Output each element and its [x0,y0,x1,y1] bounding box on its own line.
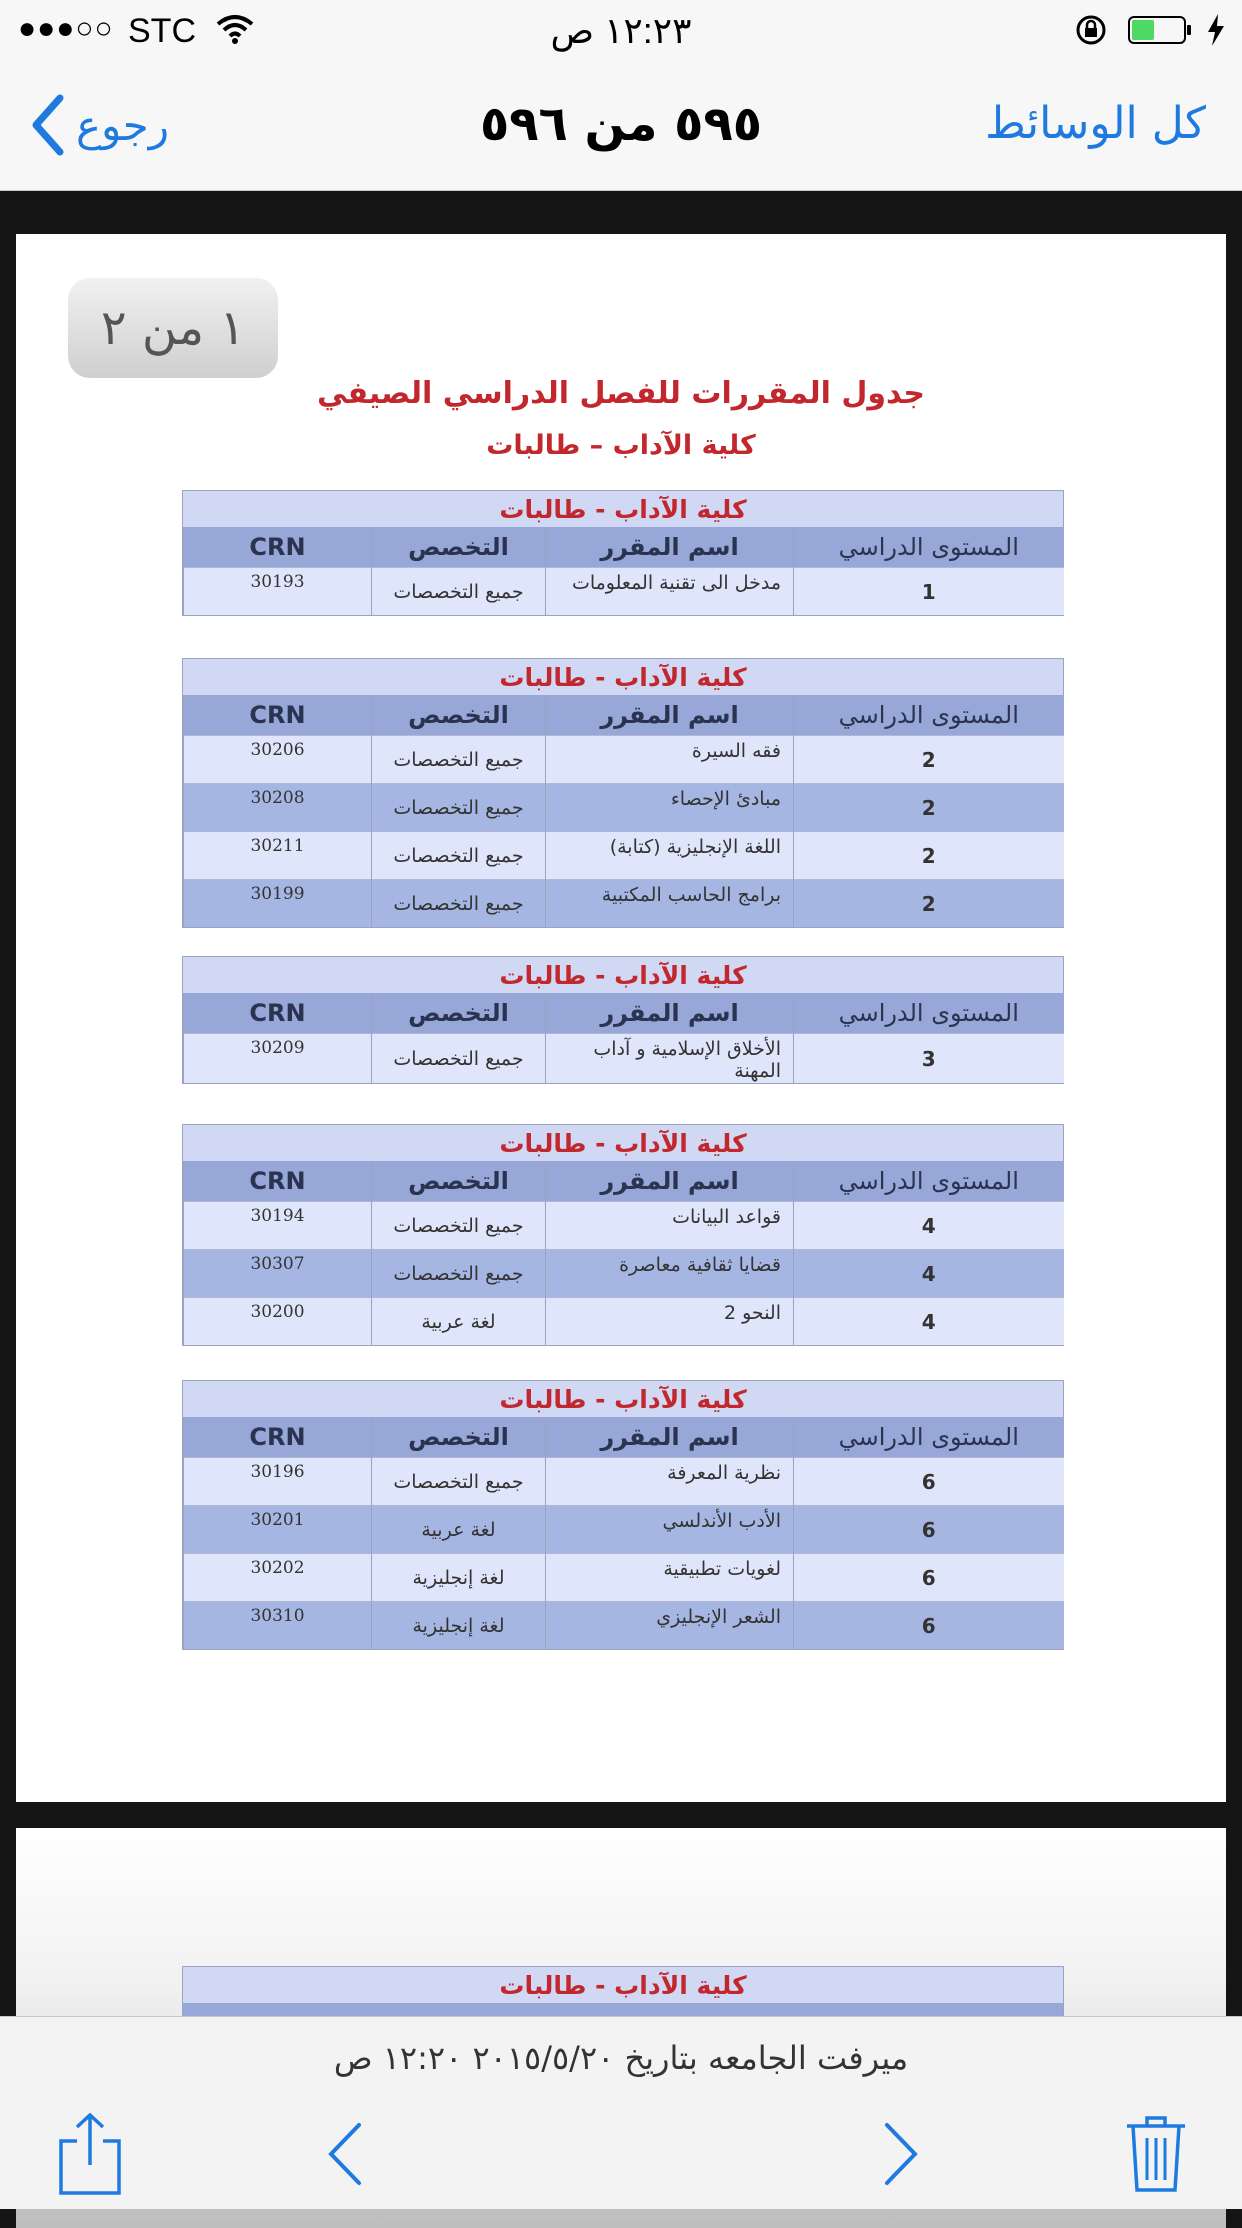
header-course: اسم المقرر [546,1161,794,1202]
cell-level: 2 [794,880,1064,928]
header-major: التخصص [372,527,546,568]
cell-course: الأدب الأندلسي [546,1506,794,1554]
next-button[interactable] [856,2109,946,2199]
chevron-left-icon [323,2119,367,2189]
table-row [184,1602,1064,1650]
cell-level: 6 [794,1602,1064,1650]
page-title: ٥٩٥ من ٥٩٦ [479,96,763,152]
cell-course: برامج الحاسب المكتبية [546,880,794,928]
cell-level: 4 [794,1202,1064,1250]
media-caption: ميرفت الجامعه بتاريخ ٢٠١٥/٥/٢٠ ١٢:٢٠ ص [333,2039,909,2077]
cell-major: لغة إنجليزية [372,1602,546,1650]
cell-level: 2 [794,736,1064,784]
header-course: اسم المقرر [546,993,794,1034]
table-caption: كلية الآداب - طالبات [183,659,1063,695]
table-header-row [184,1161,1064,1202]
table-caption: كلية الآداب - طالبات [183,1381,1063,1417]
table-header-row [184,695,1064,736]
cell-level: 1 [794,568,1064,616]
cell-major: جميع التخصصات [372,832,546,880]
header-major: التخصص [372,993,546,1034]
back-label: رجوع [76,100,170,150]
cell-major: لغة عربية [372,1506,546,1554]
table-row [184,568,1064,616]
bottom-toolbar [0,2016,1242,2209]
header-major: التخصص [372,1417,546,1458]
cell-level: 2 [794,832,1064,880]
cell-course: مدخل الى تقنية المعلومات [546,568,794,616]
signal-strength: ●●●○○ [18,12,114,45]
table-row [184,832,1064,880]
header-crn: CRN [184,695,372,736]
delete-button[interactable] [1106,2109,1206,2199]
cell-level: 4 [794,1250,1064,1298]
table-header-row [184,1417,1064,1458]
cell-course: اللغة الإنجليزية (كتابة) [546,832,794,880]
table-row [184,1298,1064,1346]
page-number-badge: ١ من ٢ [68,278,278,378]
previous-button[interactable] [300,2109,390,2199]
cell-major: جميع التخصصات [372,1034,546,1084]
cell-level: 6 [794,1506,1064,1554]
header-level: المستوى الدراسي [794,695,1064,736]
cell-course: الأخلاق الإسلامية و آداب المهنة [546,1034,794,1084]
course-table [182,490,1064,616]
cell-course: لغويات تطبيقية [546,1554,794,1602]
cell-crn: 30194 [184,1202,372,1250]
table-row [184,1034,1064,1084]
chevron-right-icon [879,2119,923,2189]
cell-course: قواعد البيانات [546,1202,794,1250]
cell-major: جميع التخصصات [372,784,546,832]
cell-level: 2 [794,784,1064,832]
cell-major: جميع التخصصات [372,1458,546,1506]
header-crn: CRN [184,993,372,1034]
share-button[interactable] [40,2109,140,2199]
header-crn: CRN [184,1161,372,1202]
cell-major: لغة إنجليزية [372,1554,546,1602]
header-crn: CRN [184,1417,372,1458]
table-row [184,736,1064,784]
document-subtitle: كلية الآداب – طالبات [486,430,756,461]
table-row [184,880,1064,928]
cell-crn: 30208 [184,784,372,832]
document-title: جدول المقررات للفصل الدراسي الصيفي [316,376,926,411]
all-media-button[interactable]: كل الوسائط [985,98,1206,149]
cell-major: لغة عربية [372,1298,546,1346]
cell-major: جميع التخصصات [372,736,546,784]
rotation-lock-icon [1075,14,1107,46]
table-header-row [184,993,1064,1034]
header-level: المستوى الدراسي [794,1417,1064,1458]
header-course: اسم المقرر [546,1417,794,1458]
cell-crn: 30310 [184,1602,372,1650]
cell-crn: 30201 [184,1506,372,1554]
cell-major: جميع التخصصات [372,880,546,928]
header-major: التخصص [372,695,546,736]
table-row [184,1250,1064,1298]
course-table [182,956,1064,1084]
table-caption: كلية الآداب - طالبات [183,957,1063,993]
table-header-row [184,527,1064,568]
table-row [184,1202,1064,1250]
header-course: اسم المقرر [546,695,794,736]
header-course: اسم المقرر [546,527,794,568]
navigation-bar [0,60,1242,191]
table-caption: كلية الآداب - طالبات [183,1125,1063,1161]
clock: ١٢:٢٣ ص [550,10,692,51]
carrier-name: STC [128,12,196,50]
cell-crn: 30307 [184,1250,372,1298]
cell-level: 4 [794,1298,1064,1346]
table-row [184,1506,1064,1554]
course-table [182,1380,1064,1650]
cell-level: 6 [794,1554,1064,1602]
trash-icon [1125,2114,1187,2194]
table-caption: كلية الآداب - طالبات [183,1967,1063,2003]
cell-crn: 30200 [184,1298,372,1346]
cell-crn: 30193 [184,568,372,616]
cell-major: جميع التخصصات [372,568,546,616]
cell-crn: 30206 [184,736,372,784]
cell-major: جميع التخصصات [372,1202,546,1250]
table-caption: كلية الآداب - طالبات [183,491,1063,527]
header-crn: CRN [184,527,372,568]
table-row [184,1554,1064,1602]
cell-course: النحو 2 [546,1298,794,1346]
cell-course: الشعر الإنجليزي [546,1602,794,1650]
cell-crn: 30211 [184,832,372,880]
header-major: التخصص [372,1161,546,1202]
cell-crn: 30196 [184,1458,372,1506]
battery-icon [1128,16,1192,44]
cell-course: مبادئ الإحصاء [546,784,794,832]
charging-bolt-icon [1206,14,1226,46]
header-level: المستوى الدراسي [794,527,1064,568]
cell-level: 3 [794,1034,1064,1084]
cell-course: قضايا ثقافية معاصرة [546,1250,794,1298]
table-row [184,784,1064,832]
cell-crn: 30202 [184,1554,372,1602]
table-row [184,1458,1064,1506]
cell-level: 6 [794,1458,1064,1506]
share-icon [57,2111,123,2197]
header-level: المستوى الدراسي [794,993,1064,1034]
cell-course: فقه السيرة [546,736,794,784]
course-table [182,1124,1064,1346]
header-level: المستوى الدراسي [794,1161,1064,1202]
status-bar [0,0,1242,60]
cell-crn: 30199 [184,880,372,928]
cell-crn: 30209 [184,1034,372,1084]
course-table [182,658,1064,928]
cell-course: نظرية المعرفة [546,1458,794,1506]
document-page [16,234,1226,1802]
cell-major: جميع التخصصات [372,1250,546,1298]
